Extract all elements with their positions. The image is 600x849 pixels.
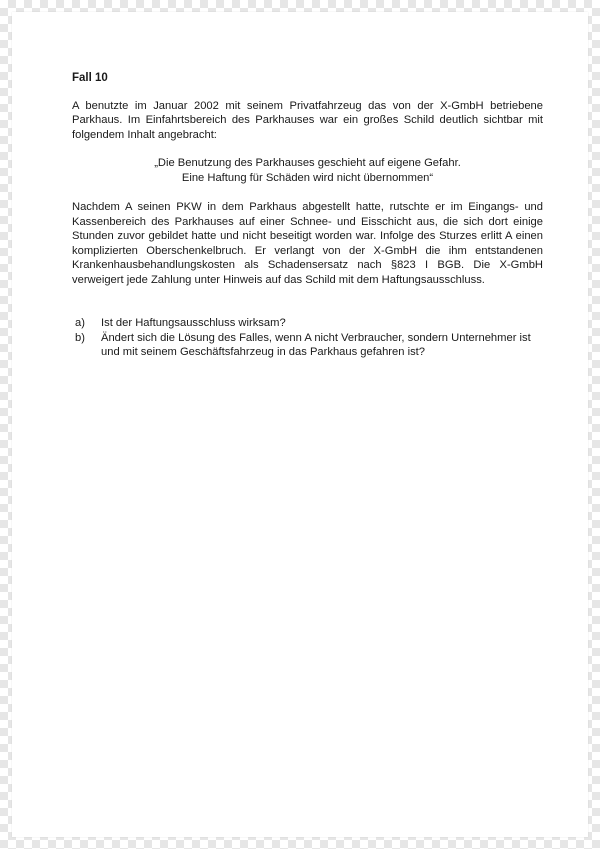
question-a-label: a) (75, 317, 85, 329)
document-title: Fall 10 (72, 72, 108, 84)
question-a (72, 316, 543, 331)
question-a-text: Ist der Haftungsausschluss wirksam? (101, 317, 286, 329)
document-content (72, 71, 543, 360)
quote-line-2: Eine Haftung für Schäden wird nicht übernommen“ (181, 171, 434, 184)
question-b (72, 331, 543, 360)
intro-paragraph: A benutzte im Januar 2002 mit seinem Privatfahrzeug das von der X-GmbH betriebene Parkhaus. Im Einfahrtsbereich des Parkhauses war ein großes Schild deutlich sichtbar mit folgendem Inhalt angebracht: (72, 99, 543, 141)
document-page (12, 12, 588, 837)
question-list (72, 316, 543, 360)
question-b-text: Ändert sich die Lösung des Falles, wenn A nicht Verbraucher, sondern Unternehmer ist und mit seinem Geschäftsfahrzeug in das Parkhaus gefahren ist? (101, 331, 531, 358)
sign-quote (72, 156, 543, 185)
question-b-label: b) (75, 331, 85, 344)
facts-paragraph: Nachdem A seinen PKW in dem Parkhaus abgestellt hatte, rutschte er im Eingangs- und Kassenbereich des Parkhauses auf einer Schnee- und Eisschicht aus, die sich dort einige Stunden zuvor gebildet hatte und nicht beseitigt worden war. Infolge des Sturzes erlitt A einen komplizierten Oberschenkelbruch. Er verlangt von der X-GmbH die ihm entstandenen Krankenhausbehandlungskosten als Schadensersatz nach §823 I BGB. Die X-GmbH verweigert jede Zahlung unter Hinweis auf das Schild mit dem Haftungsausschluss. (72, 201, 543, 286)
quote-line-1: „Die Benutzung des Parkhauses geschieht auf eigene Gefahr. (154, 157, 461, 169)
